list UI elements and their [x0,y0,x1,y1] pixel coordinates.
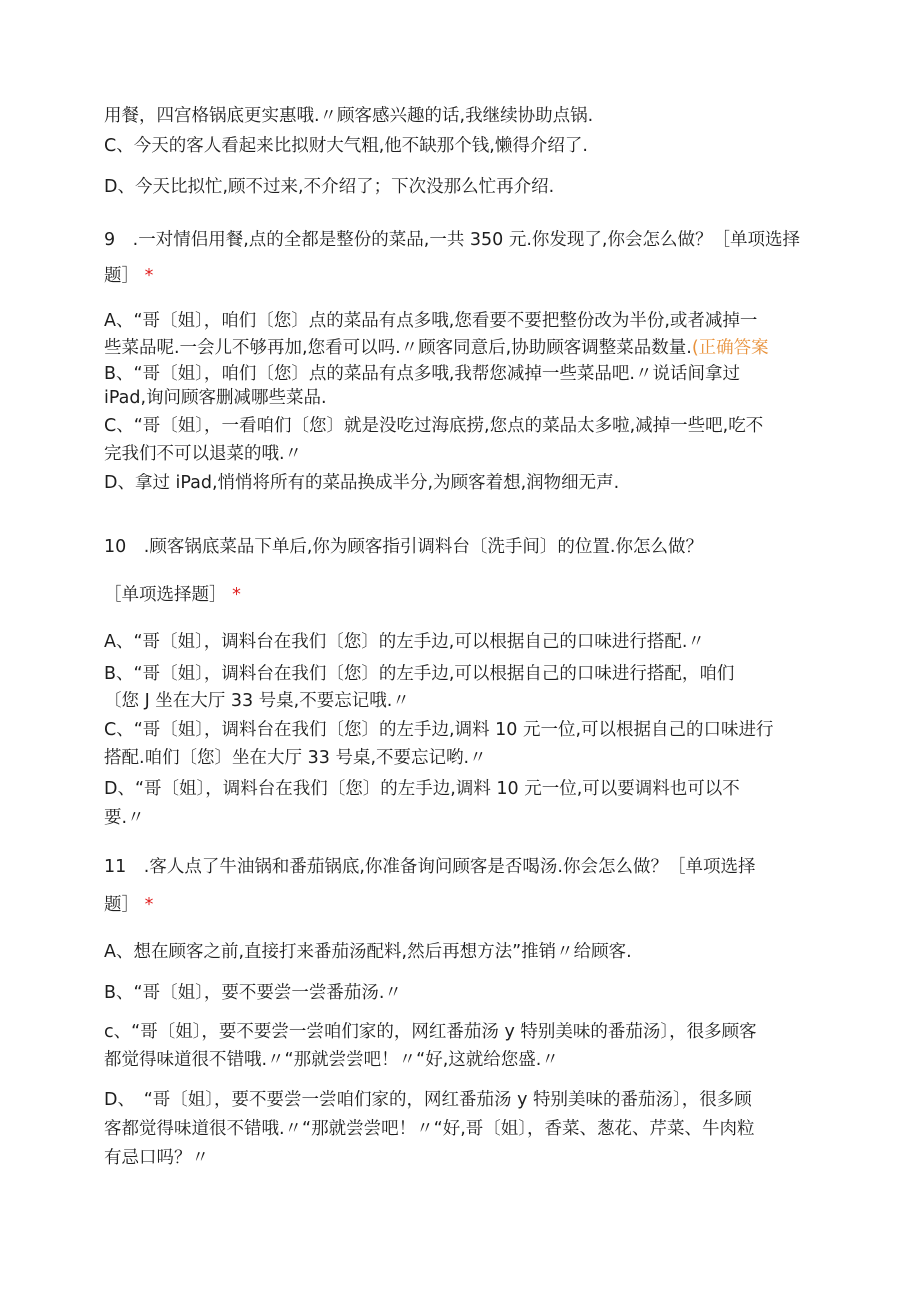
q11-question-line1: 11 .客人点了牛油锅和番茄锅底,你准备询问顾客是否喝汤.你会怎么做？［单项选择 [104,857,756,877]
q10-required-mark: * [232,585,241,605]
q10-question-line2 [104,583,241,607]
q11-option-a: A、想在顾客之前,直接打来番茄汤配料,然后再想方法”推销〃给顾客. [104,942,632,962]
q11-option-d-line2: 客都觉得味道很不错哦.〃“那就尝尝吧！〃“好,哥〔姐〕，香菜、葱花、芹菜、牛肉粒 [104,1119,755,1139]
q9-option-a-line2 [104,336,769,360]
q9-correct-answer-label: (正确答案 [691,338,769,358]
q9-question-text: 题］ [104,266,139,286]
q9-option-a-text: 些菜品呢.一会儿不够再加,您看可以吗.〃顾客同意后,协助顾客调整菜品数量. [104,338,692,358]
q10-question-text: ［单项选择题］ [104,585,227,605]
q10-option-d-line1: D、“哥〔姐〕，调料台在我们〔您〕的左手边,调料 10 元一位,可以要调料也可以不 [104,779,740,799]
q9-option-d: D、拿过 iPad,悄悄将所有的菜品换成半分,为顾客着想,润物细无声. [104,473,620,493]
q11-question-line2 [104,893,153,917]
q8-option-c: C、今天的客人看起来比拟财大气粗,他不缺那个钱,懒得介绍了. [104,136,588,156]
q8-option-d: D、今天比拟忙,顾不过来,不介绍了；下次没那么忙再介绍. [104,177,555,197]
q9-option-a-line1: A、“哥〔姐〕，咱们〔您〕点的菜品有点多哦,您看要不要把整份改为半份,或者减掉一 [104,311,758,331]
q8-intro-line: 用餐，四宫格锅底更实惠哦.〃顾客感兴趣的话,我继续协助点锅. [104,106,594,126]
q11-option-c-line2: 都觉得味道很不错哦.〃“那就尝尝吧！〃“好,这就给您盛.〃 [104,1050,559,1070]
q10-option-d-line2: 要.〃 [104,808,145,828]
q10-option-c-line2: 搭配.咱们〔您〕坐在大厅 33 号桌,不要忘记哟.〃 [104,748,487,768]
q11-option-d-line3: 有忌口吗？〃 [104,1148,209,1168]
q9-option-b-line1: B、“哥〔姐〕，咱们〔您〕点的菜品有点多哦,我帮您减掉一些菜品吧.〃说话间拿过 [104,364,740,384]
q10-option-b-line1: B、“哥〔姐〕，调料台在我们〔您〕的左手边,可以根据自己的口味进行搭配，咱们 [104,664,735,684]
q11-option-b: B、“哥〔姐〕，要不要尝一尝番茄汤.〃 [104,983,402,1003]
q9-option-c-line2: 完我们不可以退菜的哦.〃 [104,444,303,464]
q11-question-text: 题］ [104,895,139,915]
q10-question-line1: 10 .顾客锅底菜品下单后,你为顾客指引调料台〔洗手间〕的位置.你怎么做？ [104,537,703,557]
q11-option-d-line1: D、 “哥〔姐〕，要不要尝一尝咱们家的，网红番茄汤 y 特别美味的番茄汤〕，很多顾 [104,1090,752,1110]
q9-question-line2 [104,264,153,288]
q9-option-b-line2: iPad,询问顾客删减哪些菜品. [104,388,327,408]
q11-required-mark: * [144,895,154,915]
q9-option-c-line1: C、“哥〔姐〕，一看咱们〔您〕就是没吃过海底捞,您点的菜品太多啦,减掉一些吧,吃不 [104,416,764,436]
q11-option-c-line1: c、“哥〔姐〕，要不要尝一尝咱们家的，网红番茄汤 y 特别美味的番茄汤〕，很多顾客 [104,1022,757,1042]
q10-option-c-line1: C、“哥〔姐〕，调料台在我们〔您〕的左手边,调料 10 元一位,可以根据自己的口味进行 [104,720,774,740]
q9-question-line1: 9 .一对情侣用餐,点的全都是整份的菜品,一共 350 元.你发现了,你会怎么做？［单项选择 [104,230,800,250]
q10-option-b-line2: 〔您 J 坐在大厅 33 号桌,不要忘记哦.〃 [104,691,410,711]
q9-required-mark: * [144,266,154,286]
q10-option-a: A、“哥〔姐〕，调料台在我们〔您〕的左手边,可以根据自己的口味进行搭配.〃 [104,632,705,652]
